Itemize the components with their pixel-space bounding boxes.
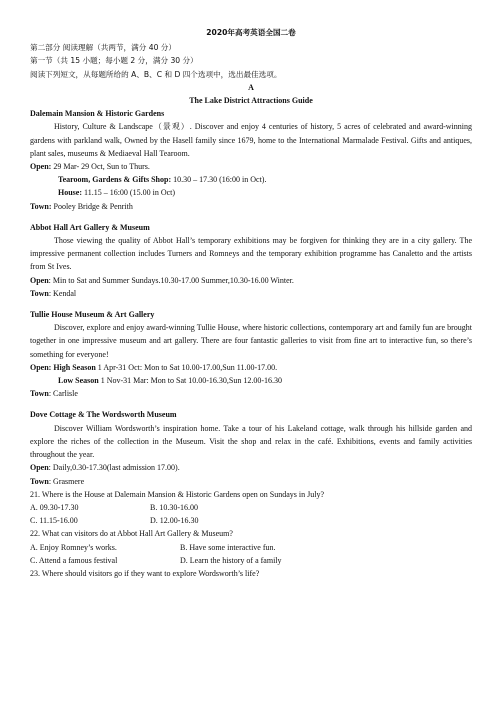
town: Town: Grasmere xyxy=(30,476,85,486)
page-title: 2020年高考英语全国二卷 xyxy=(206,28,296,37)
open-hours: Open: Daily,0.30-17.30(last admission 17.00). xyxy=(30,463,180,473)
option-d[interactable]: D. Learn the history of a family xyxy=(180,555,282,565)
high-season-hours: Open: High Season 1 Apr-31 Oct: Mon to Sat 10.00-17.00,Sun 11.00-17.00. xyxy=(30,362,278,372)
passage-letter: A xyxy=(248,82,254,92)
town: Town: Kendal xyxy=(30,288,77,298)
option-row xyxy=(30,514,472,527)
open-hours: Open: Min to Sat and Summer Sundays.10.30-17.00 Summer,10.30-16.00 Winter. xyxy=(30,275,294,285)
house-hours: House: 11.15 – 16:00 (15.00 in Oct) xyxy=(58,188,176,198)
section-heading: 第一节（共 15 小题；每小题 2 分，满分 30 分） xyxy=(30,56,198,66)
town: Town: Carlisle xyxy=(30,389,78,399)
attraction-name: Dalemain Mansion & Historic Gardens xyxy=(30,109,165,119)
attraction-dove-cottage xyxy=(30,408,472,487)
attraction-description: Discover, explore and enjoy award-winning Tullie House, where historic collections, contemporary art and family fun are brought together in one impressive museum and art gallery. There are four fantastic galleries to visit from fine art to interactive fun, so there’s something for everyone! xyxy=(30,323,472,359)
option-b[interactable]: B. Have some interactive fun. xyxy=(180,542,276,552)
exam-page xyxy=(30,26,472,580)
question-stem: 23. Where should visitors go if they want to explore Wordsworth’s life? xyxy=(30,568,260,578)
low-season-hours: Low Season 1 Nov-31 Mar: Mon to Sat 10.00-16.30,Sun 12.00-16.30 xyxy=(58,376,283,386)
question-21 xyxy=(30,488,472,528)
option-row xyxy=(30,554,472,567)
question-stem: 21. Where is the House at Dalemain Mansion & Historic Gardens open on Sundays in July? xyxy=(30,489,325,499)
option-b[interactable]: B. 10.30-16.00 xyxy=(150,502,198,512)
option-row xyxy=(30,541,472,554)
attraction-description: Those viewing the quality of Abbot Hall’s temporary exhibitions may be forgiven for thinking they are in a city gallery. The impressive permanent collection includes Turners and Romneys and the temporary exhibition programme has Canaletto and the artists from St Ives. xyxy=(30,236,472,272)
option-c[interactable]: C. 11.15-16.00 xyxy=(30,516,78,526)
attraction-name: Dove Cottage & The Wordsworth Museum xyxy=(30,410,177,420)
option-a[interactable]: A. 09.30-17.30 xyxy=(30,502,79,512)
attraction-description: Discover William Wordsworth’s inspiration home. Take a tour of his Lakeland cottage, walk through his hillside garden and explore the riches of the collection in the Museum. Visit the shop and relax in the café. Exhibitions, events and family activities throughout the year. xyxy=(30,423,472,460)
attraction-tullie-house xyxy=(30,308,472,400)
open-hours: Open: 29 Mar- 29 Oct, Sun to Thurs. xyxy=(30,162,150,172)
option-d[interactable]: D. 12.00-16.30 xyxy=(150,516,199,526)
instruction: 阅读下列短文，从每题所给的 A、B、C 和 D 四个选项中，选出最佳选项。 xyxy=(30,69,282,79)
attraction-description: History, Culture & Landscape（景观）. Discover and enjoy 4 centuries of history, 5 acres of celebrated and award-winning gardens with parkland walk, Owned by the Hasell family since 1679, home to the International Marmalade Festival. Gifts and antiques, plant sales, museums & Mediaeval Hall Tearoom. xyxy=(30,122,472,158)
town: Town: Pooley Bridge & Penrith xyxy=(30,201,133,211)
tearoom-hours: Tearoom, Gardens & Gifts Shop: 10.30 – 17.30 (16:00 in Oct). xyxy=(58,175,267,185)
question-22 xyxy=(30,527,472,567)
question-23 xyxy=(30,567,472,580)
passage-title: The Lake District Attractions Guide xyxy=(189,96,313,106)
part-heading: 第二部分 阅读理解（共两节，满分 40 分） xyxy=(30,43,176,53)
option-row xyxy=(30,501,472,514)
question-stem: 22. What can visitors do at Abbot Hall Art Gallery & Museum? xyxy=(30,529,233,539)
attraction-name: Abbot Hall Art Gallery & Museum xyxy=(30,222,150,232)
option-c[interactable]: C. Attend a famous festival xyxy=(30,555,118,565)
attraction-abbot-hall xyxy=(30,221,472,300)
option-a[interactable]: A. Enjoy Romney’s works. xyxy=(30,542,117,552)
attraction-dalemain xyxy=(30,107,472,213)
attraction-name: Tullie House Museum & Art Gallery xyxy=(30,310,155,320)
